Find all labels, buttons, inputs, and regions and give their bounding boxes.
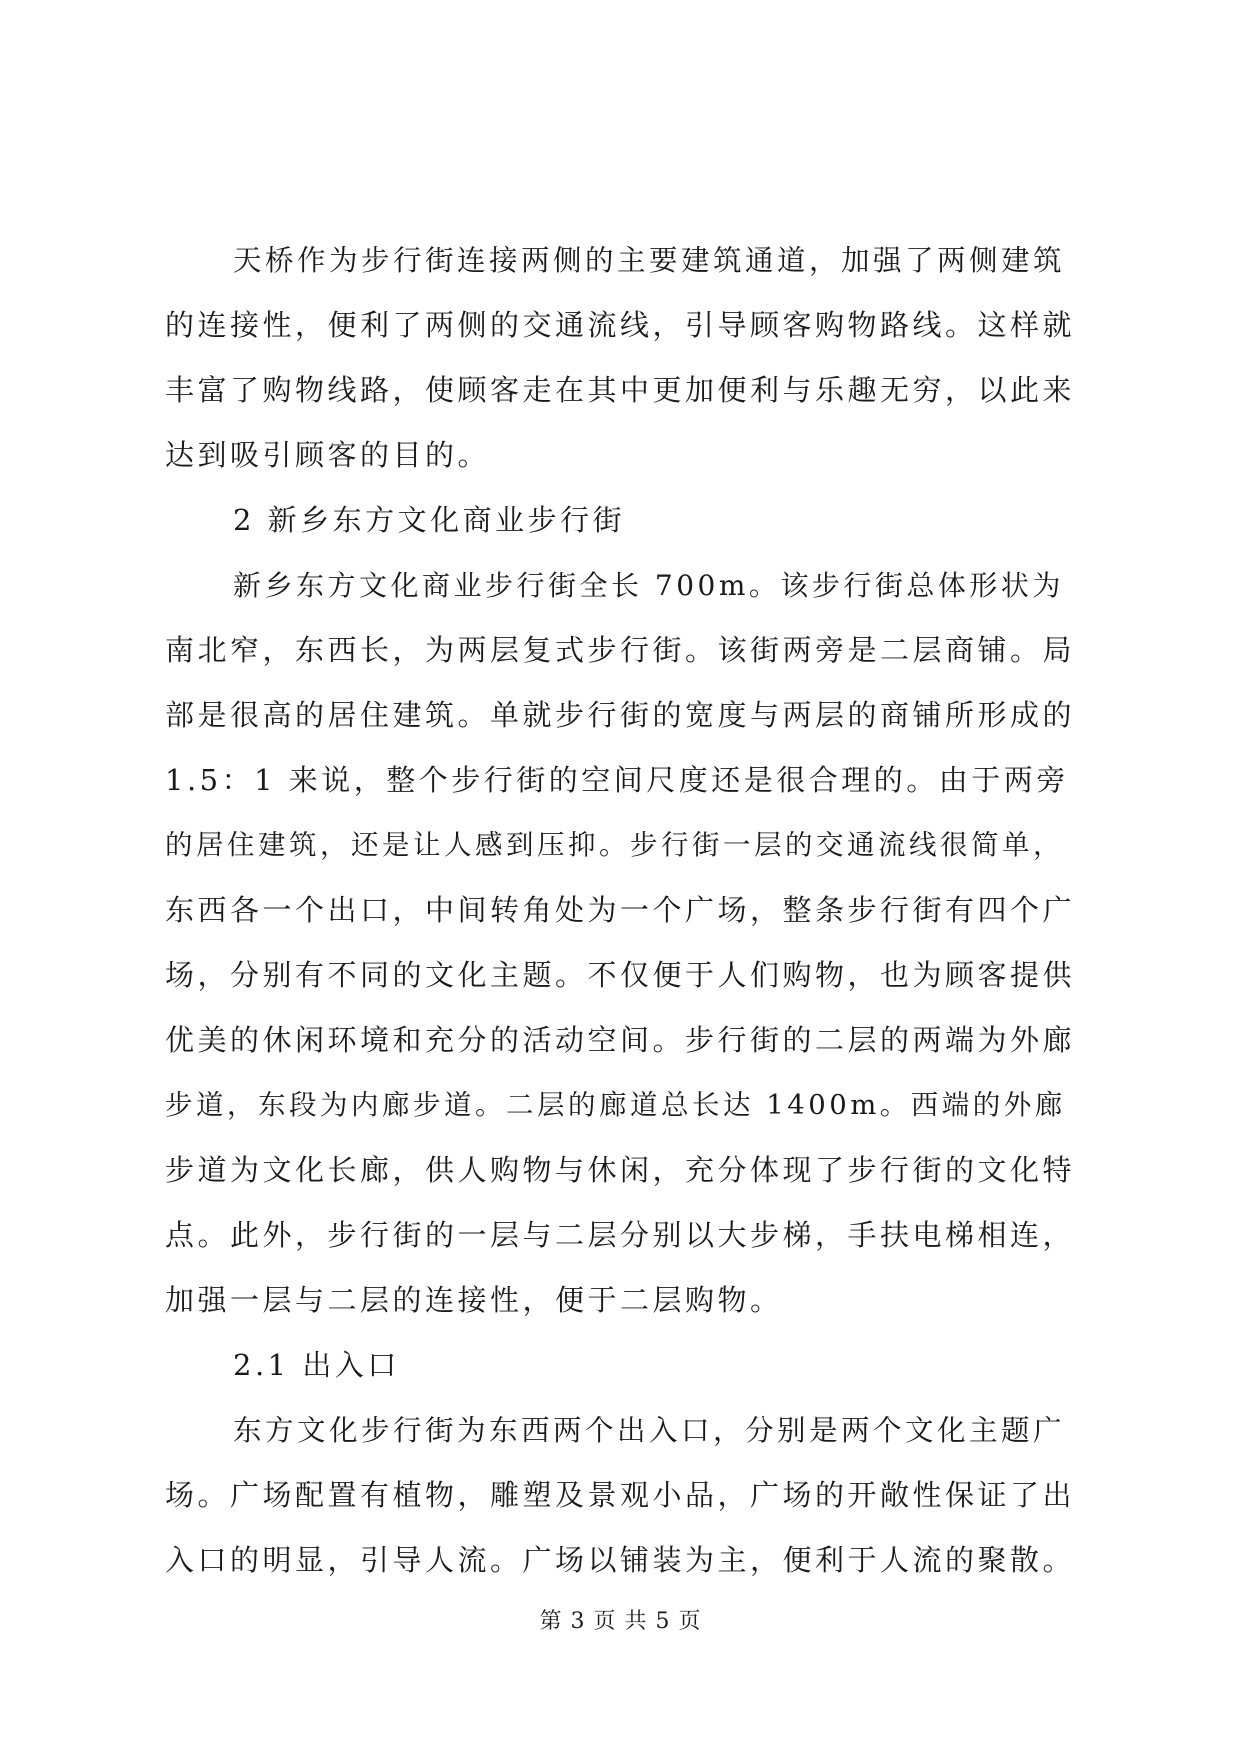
section-heading: 2 新乡东方文化商业步行街: [233, 503, 626, 537]
text-line: 东方文化步行街为东西两个出入口，分别是两个文化主题广: [233, 1414, 1066, 1447]
text-line: 场。广场配置有植物，雕塑及景观小品，广场的开敞性保证了出: [165, 1478, 1076, 1512]
paragraph-xinxiang-street: [165, 553, 1075, 1333]
text-line: 入口的明显，引导人流。广场以铺装为主，便利于人流的聚散。: [165, 1543, 1076, 1577]
text-line: 步道为文化长廊，供人购物与休闲，充分体现了步行街的文化特: [165, 1153, 1076, 1187]
document-body: [165, 228, 1075, 1593]
text-line: 南北窄，东西长，为两层复式步行街。该街两旁是二层商铺。局: [165, 633, 1076, 667]
text-line: 的居住建筑，还是让人感到压抑。步行街一层的交通流线很简单，: [165, 829, 1064, 861]
text-line: 东西各一个出口，中间转角处为一个广场，整条步行街有四个广: [165, 893, 1076, 927]
text-line: 场，分别有不同的文化主题。不仅便于人们购物，也为顾客提供: [165, 958, 1076, 992]
paragraph-entrances: [165, 1398, 1075, 1593]
text-line: 1.5：1 来说，整个步行街的空间尺度还是很合理的。由于两旁: [165, 763, 1069, 797]
text-line: 点。此外，步行街的一层与二层分别以大步梯，手扶电梯相连，: [165, 1218, 1076, 1252]
text-line: 部是很高的居住建筑。单就步行街的宽度与两层的商铺所形成的: [165, 698, 1076, 732]
paragraph-skybridge: [165, 228, 1075, 488]
subsection-heading: 2.1 出入口: [233, 1348, 400, 1382]
text-line: 丰富了购物线路，使顾客走在其中更加便利与乐趣无穷，以此来: [165, 373, 1076, 407]
text-line: 优美的休闲环境和充分的活动空间。步行街的二层的两端为外廊: [165, 1023, 1076, 1057]
page-number-footer: 第 3 页 共 5 页: [539, 1609, 702, 1634]
text-line: 达到吸引顾客的目的。: [165, 438, 491, 472]
text-line: 天桥作为步行街连接两侧的主要建筑通道，加强了两侧建筑: [233, 244, 1066, 277]
text-line: 加强一层与二层的连接性，便于二层购物。: [165, 1283, 783, 1317]
text-line: 的连接性，便利了两侧的交通流线，引导顾客购物路线。这样就: [165, 308, 1076, 342]
text-line: 新乡东方文化商业步行街全长 700m。该步行街总体形状为: [233, 569, 1064, 602]
text-line: 步道，东段为内廊步道。二层的廊道总长达 1400m。西端的外廊: [165, 1089, 1066, 1121]
